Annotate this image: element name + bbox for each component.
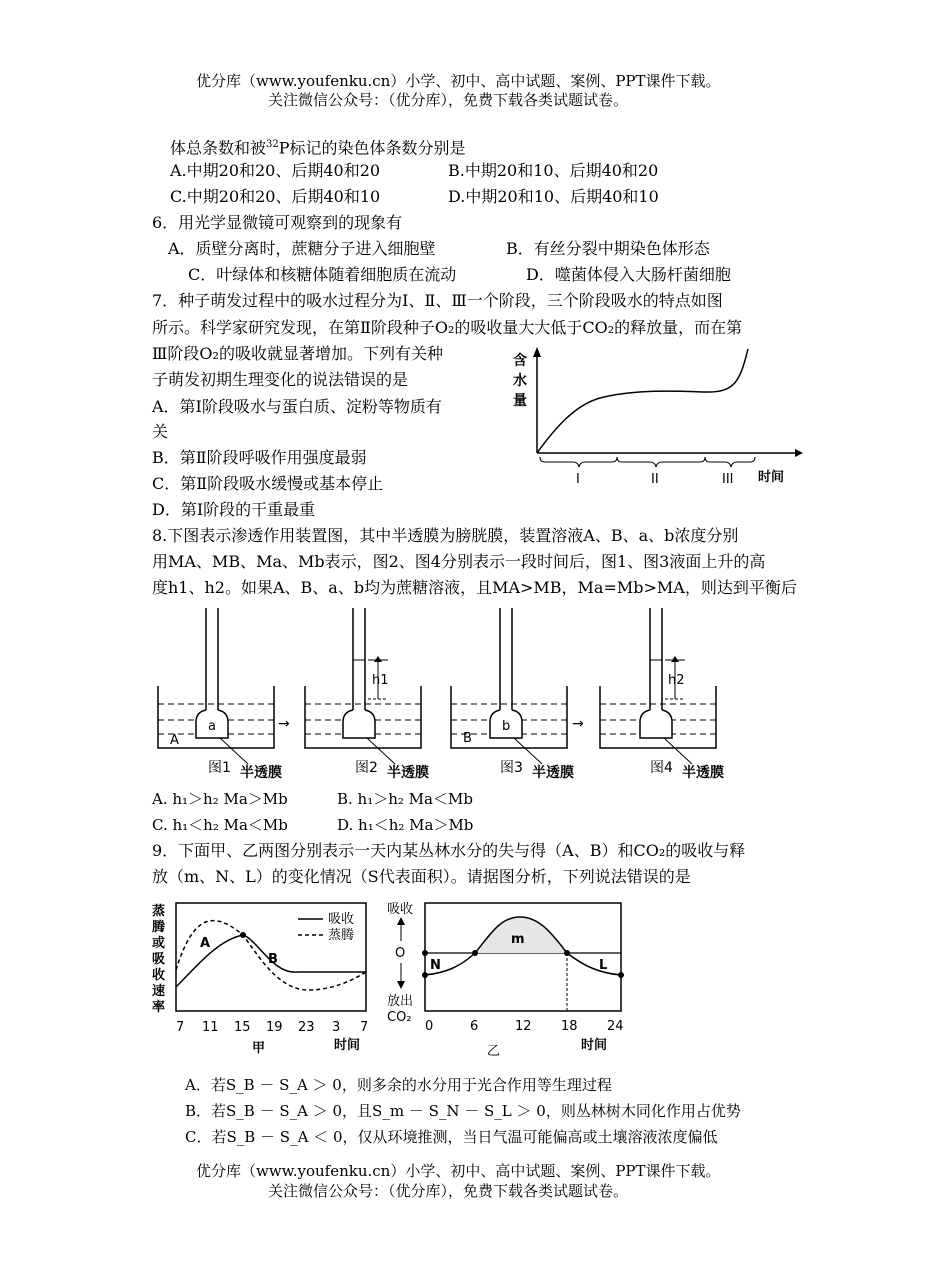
q7-line-3: Ⅲ阶段O₂的吸收就显著增加。下列有关种 [152, 344, 443, 363]
q8-fig4-h2: h2 [668, 673, 685, 688]
q7-stage-3: III [722, 472, 734, 487]
q9-jia-ylabel-6: 率 [152, 1000, 166, 1015]
footer-line-1: 优分库（www.youfenku.cn）小学、初中、高中试题、案例、PPT课件下载。 [196, 1162, 721, 1180]
q8-option-a: A. h₁＞h₂ Ma＞Mb [152, 790, 288, 808]
q7-x-arrow [795, 449, 803, 457]
footer-line-2: 关注微信公众号：（优分库），免费下载各类试题试卷。 [268, 1182, 629, 1200]
q5-option-a: A.中期20和20、后期40和20 [170, 161, 381, 180]
q9-jia-xtick-0: 7 [176, 1020, 185, 1035]
q9-line-2: 放（m、N、L）的变化情况（S代表面积）。请据图分析，下列说法错误的是 [152, 867, 691, 886]
q6-option-c: C．叶绿体和核糖体随着细胞质在流动 [188, 265, 457, 284]
q8-fig4-caption: 图4 [650, 760, 673, 776]
q8-fig1-caption: 图1 [208, 760, 231, 776]
q7-line-1: 7．种子萌发过程中的吸水过程分为Ⅰ、Ⅱ、Ⅲ一个阶段，三个阶段吸水的特点如图 [152, 291, 723, 310]
q9-graph-yi [385, 895, 635, 1065]
q7-option-b: B．第Ⅱ阶段呼吸作用强度最弱 [152, 448, 367, 467]
q8-fig4-membrane: 半透膜 [682, 765, 724, 781]
q7-water-graph [505, 343, 805, 493]
q8-fig3-caption: 图3 [500, 760, 523, 776]
q8-fig3-label-B: B [463, 731, 472, 746]
q9-yi-label-m: m [511, 932, 525, 947]
q7-brace-1 [540, 457, 617, 467]
q7-brace-3 [705, 457, 755, 467]
q7-water-curve [537, 349, 748, 453]
q9-jia-label-A: A [200, 936, 211, 951]
header-line-2: 关注微信公众号：（优分库），免费下载各类试题试卷。 [268, 91, 629, 109]
q9-jia-xlabel: 时间 [334, 1038, 361, 1053]
q8-fig2-caption: 图2 [355, 760, 378, 776]
q8-fig2-h1: h1 [372, 673, 389, 688]
q9-line-1: 9．下面甲、乙两图分别表示一天内某丛林水分的失与得（A、B）和CO₂的吸收与释 [152, 841, 746, 860]
q5-option-b: B.中期20和10、后期40和20 [448, 161, 659, 180]
q8-fig1-membrane: 半透膜 [240, 765, 282, 781]
q9-yi-bottom-1: 放出 [387, 994, 414, 1009]
q9-yi-top-label: 吸收 [387, 902, 414, 917]
q8-arrow-2: → [572, 716, 584, 732]
q9-jia-title: 甲 [252, 1041, 266, 1056]
q6-option-b: B．有丝分裂中期染色体形态 [506, 239, 710, 258]
q9-jia-xtick-5: 3 [332, 1020, 341, 1035]
q9-jia-ylabel-4: 收 [152, 968, 166, 983]
q9-jia-ylabel-1: 腾 [152, 920, 166, 935]
q9-yi-label-N: N [430, 958, 441, 973]
q9-yi-xtick-1: 6 [470, 1019, 479, 1034]
q9-yi-xtick-4: 24 [607, 1019, 624, 1034]
q8-fig4-apparatus [600, 608, 716, 764]
q9-jia-label-B: B [268, 952, 278, 967]
header-line-1: 优分库（www.youfenku.cn）小学、初中、高中试题、案例、PPT课件下载。 [196, 72, 721, 90]
q9-graph-jia [148, 895, 378, 1060]
q9-yi-xlabel: 时间 [581, 1038, 608, 1053]
q9-jia-ylabel-3: 吸 [152, 952, 166, 967]
q9-jia-ylabel-2: 或 [152, 936, 166, 951]
q6-option-d: D．噬菌体侵入大肠杆菌细胞 [526, 265, 731, 284]
q8-fig2-apparatus [305, 608, 421, 764]
q6-option-a: A．质壁分离时，蔗糖分子进入细胞壁 [168, 239, 436, 258]
q9-yi-xtick-0: 0 [425, 1019, 434, 1034]
q8-fig2-membrane: 半透膜 [387, 765, 429, 781]
q8-line-3: 度h1、h2。如果A、B、a、b均为蔗糖溶液，且MA>MB，Ma=Mb>MA，则达到平衡后 [152, 578, 797, 597]
q8-osmosis-figure [150, 604, 790, 786]
q7-line-4: 子萌发初期生理变化的说法错误的是 [152, 370, 409, 389]
q7-ylabel-1: 含 [513, 353, 527, 369]
q7-y-arrow [533, 347, 541, 357]
q7-line-2: 所示。科学家研究发现，在第Ⅱ阶段种子O₂的吸收量大大低于CO₂的释放量，而在第 [152, 318, 743, 337]
q8-option-b: B. h₁＞h₂ Ma＜Mb [337, 790, 473, 808]
q8-arrow-1: → [278, 716, 290, 732]
q5-option-c: C.中期20和20、后期40和10 [170, 187, 381, 206]
q7-option-d: D．第Ⅰ阶段的干重最重 [152, 500, 316, 519]
q8-fig1-label-A: A [170, 733, 179, 748]
q7-xlabel: 时间 [758, 470, 785, 485]
q9-jia-ylabel-0: 蒸 [152, 904, 166, 919]
q5-option-d: D.中期20和10、后期40和10 [448, 187, 659, 206]
q9-yi-title: 乙 [487, 1044, 501, 1059]
q8-fig3-membrane: 半透膜 [532, 765, 574, 781]
q9-jia-xtick-1: 11 [202, 1020, 219, 1035]
q8-fig3-label-b: b [502, 719, 511, 734]
q8-fig1-label-a: a [208, 719, 216, 734]
q9-jia-ylabel-5: 速 [152, 984, 166, 999]
q9-jia-xtick-2: 15 [234, 1020, 251, 1035]
q9-option-b: B．若S_B － S_A ＞ 0，且S_m － S_N － S_L ＞ 0，则丛林树木同化作用占优势 [185, 1102, 741, 1120]
q9-option-c: C．若S_B － S_A ＜ 0，仅从环境推测，当日气温可能偏高或土壤溶液浓度偏低 [185, 1128, 718, 1146]
q9-jia-legend-transp: 蒸腾 [328, 928, 355, 943]
q7-option-a-cont: 关 [152, 422, 169, 441]
q8-line-1: 8.下图表示渗透作用装置图，其中半透膜为膀胱膜，装置溶液A、B、a、b浓度分别 [152, 526, 739, 545]
q7-stage-2: II [651, 472, 659, 487]
q7-ylabel-2: 水 [513, 373, 527, 389]
q9-yi-xtick-2: 12 [515, 1019, 532, 1034]
q9-yi-label-L: L [599, 958, 608, 973]
q7-ylabel-3: 量 [513, 393, 527, 409]
q6-stem: 6．用光学显微镜可观察到的现象有 [152, 213, 403, 232]
q9-yi-xtick-3: 18 [561, 1019, 578, 1034]
q7-brace-2 [617, 457, 705, 467]
q8-line-2: 用MA、MB、Ma、Mb表示，图2、图4分别表示一段时间后，图1、图3液面上升的高 [152, 552, 766, 571]
q7-option-a: A．第Ⅰ阶段吸水与蛋白质、淀粉等物质有 [152, 397, 442, 416]
q5-continuation: 体总条数和被$^{32}$P标记的染色体条数分别是 [170, 138, 466, 158]
q8-option-c: C. h₁＜h₂ Ma＜Mb [152, 816, 288, 834]
q9-yi-bottom-2: CO₂ [387, 1010, 412, 1025]
q7-stage-1: I [576, 472, 580, 487]
q9-jia-xtick-6: 7 [360, 1020, 369, 1035]
q9-option-a: A．若S_B － S_A ＞ 0，则多余的水分用于光合作用等生理过程 [185, 1076, 612, 1094]
q9-yi-zero: O [395, 946, 406, 961]
q9-jia-xtick-4: 23 [298, 1020, 315, 1035]
q9-jia-xtick-3: 19 [266, 1020, 283, 1035]
q9-jia-legend-absorb: 吸收 [328, 912, 355, 927]
q7-option-c: C．第Ⅱ阶段吸水缓慢或基本停止 [152, 474, 384, 493]
q8-option-d: D. h₁＜h₂ Ma＞Mb [337, 816, 474, 834]
